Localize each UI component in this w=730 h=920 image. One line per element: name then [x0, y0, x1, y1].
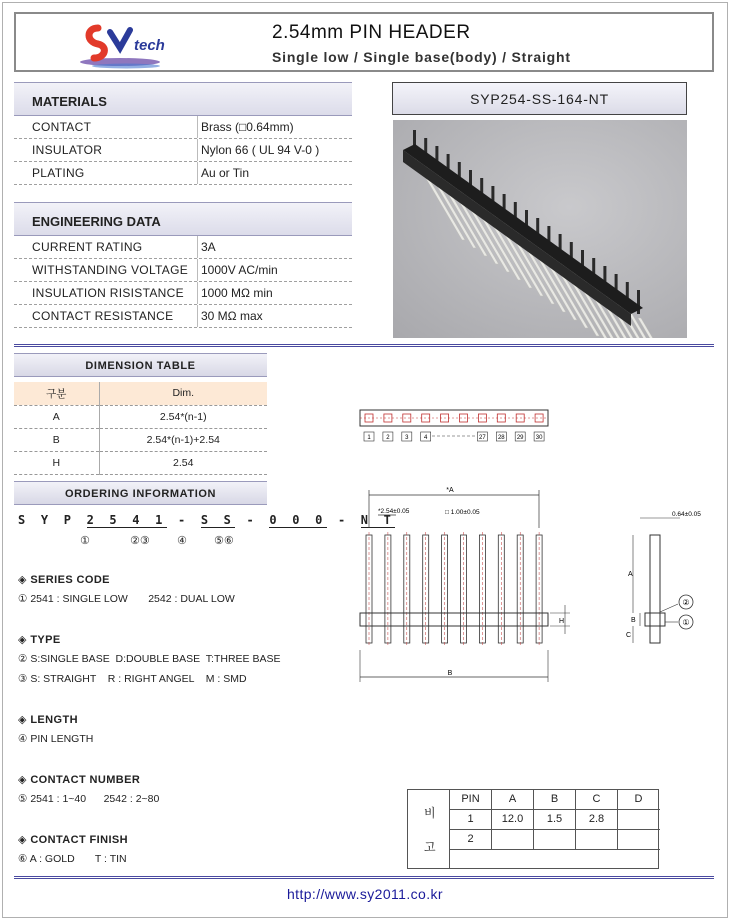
- ordering-heading: ORDERING INFORMATION: [14, 481, 267, 505]
- type-title: ◈ TYPE: [18, 634, 61, 646]
- col-header: D: [634, 793, 643, 805]
- contact-finish-title: ◈ CONTACT FINISH: [18, 834, 128, 846]
- photo-pin-tail: [638, 318, 687, 338]
- table-row: [14, 428, 267, 451]
- side-bottom: 고: [424, 840, 436, 854]
- row-key: WITHSTANDING VOLTAGE: [14, 259, 198, 281]
- table-header-row: [14, 382, 267, 405]
- side-view-body: [645, 613, 665, 626]
- website-link[interactable]: http://www.sy2011.co.kr: [286, 886, 443, 902]
- row-key: INSULATION RISISTANCE: [14, 282, 198, 304]
- series-code-line: ① 2541 : SINGLE LOW 2542 : DUAL LOW: [18, 593, 235, 605]
- product-photo: [393, 120, 687, 338]
- table-row: [14, 236, 352, 259]
- row-value: 3A: [201, 240, 216, 254]
- dim-b-label: B: [447, 670, 453, 677]
- page-subtitle: Single low / Single base(body) / Straight: [272, 49, 571, 65]
- row-value: Au or Tin: [201, 166, 250, 180]
- code-type: S S: [200, 513, 236, 527]
- col-header: 구분: [14, 382, 99, 405]
- pin-label: 27: [479, 435, 486, 441]
- series-code-title: ◈ SERIES CODE: [18, 574, 110, 586]
- row-key: CURRENT RATING: [14, 236, 198, 258]
- dim-a-label: *A: [446, 487, 454, 494]
- materials-heading: MATERIALS: [14, 82, 352, 116]
- side-view-pin: [650, 535, 660, 643]
- pin-label: 3: [405, 435, 409, 441]
- row-value: Brass (□0.64mm): [201, 120, 294, 134]
- row-value: 1000V AC/min: [201, 263, 278, 277]
- engineering-heading: ENGINEERING DATA: [14, 202, 352, 236]
- code-prefix: S Y P: [18, 513, 76, 527]
- table-row: [14, 116, 352, 139]
- ordering-code: S Y P 2 5 4 1 - S S - 0 0 0 - N T: [18, 513, 396, 527]
- row-value: 2.54: [99, 451, 267, 474]
- materials-table: [14, 82, 352, 185]
- table-row: [14, 282, 352, 305]
- table-row: [14, 451, 267, 474]
- code-length: 0 0 0: [269, 513, 327, 527]
- pin-label: 1: [367, 435, 371, 441]
- contact-number-line: ⑤ 2541 : 1~40 2542 : 2~80: [18, 793, 160, 805]
- row-value: 30 MΩ max: [201, 309, 263, 323]
- sy-tech-logo: [76, 22, 206, 72]
- col-header: B: [550, 793, 559, 805]
- dim-pin-label: 0.64±0.05: [672, 511, 701, 518]
- pin-label: 29: [516, 435, 524, 441]
- table-row: [14, 405, 267, 428]
- dim-pitch-label: *2.54±0.05: [378, 508, 410, 515]
- page-title: 2.54mm PIN HEADER: [272, 22, 471, 43]
- code-num-5: ⑤⑥: [214, 535, 234, 547]
- type-line-2: ③ S: STRAIGHT R : RIGHT ANGEL M : SMD: [18, 673, 247, 685]
- side-top: 비: [424, 806, 436, 820]
- type-line-1: ② S:SINGLE BASE D:DOUBLE BASE T:THREE BASE: [18, 653, 281, 665]
- code-num-4: ④: [177, 535, 187, 547]
- contact-finish-line: ⑥ A : GOLD T : TIN: [18, 853, 127, 865]
- dim-hole-label: □ 1.00±0.05: [445, 509, 480, 516]
- row-value: Nylon 66 ( UL 94 V-0 ): [201, 143, 320, 157]
- row-value: 2.54*(n-1): [99, 405, 267, 428]
- row-key: CONTACT: [14, 116, 198, 138]
- remarks-table: [407, 789, 659, 869]
- table-cell: 12.0: [501, 813, 524, 825]
- part-number: SYP254-SS-164-NT: [392, 82, 687, 115]
- header: [14, 12, 714, 72]
- technical-drawing: [350, 400, 720, 690]
- col-header: PIN: [461, 793, 480, 805]
- pin-label: 30: [535, 435, 543, 441]
- row-key: H: [14, 451, 99, 474]
- table-cell: 2.8: [588, 813, 605, 825]
- section-divider: [14, 344, 714, 347]
- length-line: ④ PIN LENGTH: [18, 733, 94, 745]
- col-header: Dim.: [99, 382, 267, 405]
- dimension-table-heading: DIMENSION TABLE: [14, 353, 267, 377]
- table-row: [14, 259, 352, 282]
- row-key: CONTACT RESISTANCE: [14, 305, 198, 327]
- pin-label: 2: [386, 435, 390, 441]
- code-num-2: ②③: [130, 535, 150, 547]
- side-a-label: A: [628, 571, 633, 578]
- engineering-table: [14, 202, 352, 328]
- contact-number-title: ◈ CONTACT NUMBER: [18, 774, 141, 786]
- row-key: A: [14, 405, 99, 428]
- table-cell: 2: [467, 833, 474, 845]
- dimension-table: [14, 382, 267, 475]
- side-b-label: B: [631, 617, 636, 624]
- remarks-side: [408, 790, 450, 868]
- table-row: [14, 162, 352, 185]
- row-key: B: [14, 428, 99, 451]
- pin-label: 28: [497, 435, 505, 441]
- pin-label: 4: [424, 435, 428, 441]
- table-row: [14, 139, 352, 162]
- table-cell: 1: [467, 813, 474, 825]
- code-series: 2 5 4 1: [86, 513, 167, 527]
- dim-h-label: H: [559, 618, 565, 625]
- length-title: ◈ LENGTH: [18, 714, 78, 726]
- callout-1-label: ①: [682, 618, 690, 627]
- row-value: 1000 MΩ min: [201, 286, 273, 300]
- row-value: 2.54*(n-1)+2.54: [99, 428, 267, 451]
- footer-divider: [14, 876, 714, 879]
- col-header: C: [592, 793, 601, 805]
- col-header: A: [508, 793, 517, 805]
- code-finish: N T: [360, 513, 396, 527]
- pin-header-image: [393, 120, 687, 338]
- row-key: PLATING: [14, 162, 198, 184]
- logo-text: tech: [134, 37, 165, 54]
- table-row: [14, 305, 352, 328]
- table-cell: 1.5: [546, 813, 563, 825]
- callout-2-label: ②: [682, 598, 690, 607]
- row-key: INSULATOR: [14, 139, 198, 161]
- code-num-1: ①: [80, 535, 90, 547]
- side-c-label: C: [626, 632, 632, 639]
